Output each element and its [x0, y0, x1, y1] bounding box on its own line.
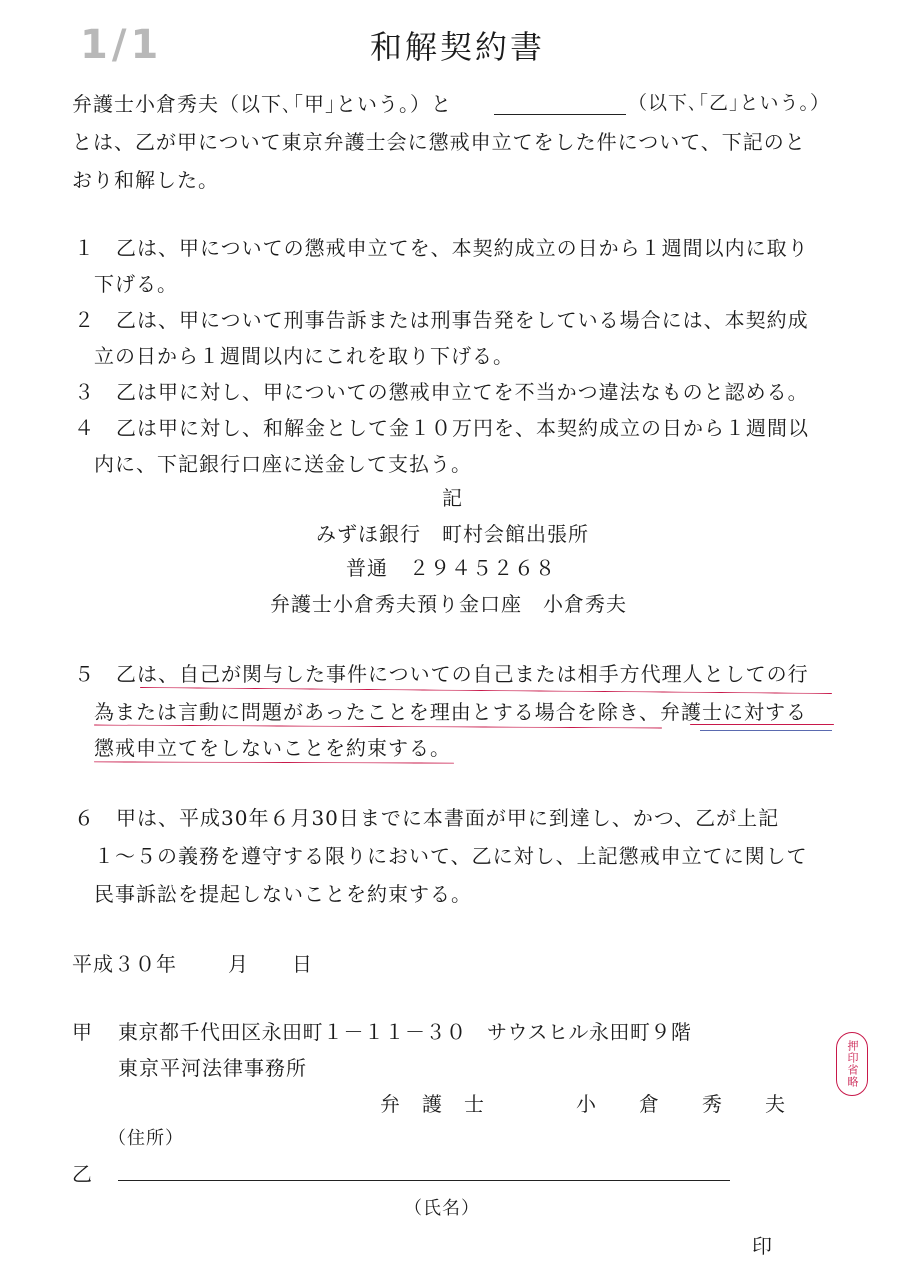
intro-line-3: おり和解した。 — [72, 168, 219, 192]
page-number: 1/1 — [80, 22, 163, 68]
blue-underline — [700, 730, 832, 731]
item-5-line-3: 懲戒申立てをしないことを約束する。 — [94, 736, 451, 760]
party-a-address: 東京都千代田区永田町１－１１－３０ サウスヒル永田町９階 — [118, 1020, 692, 1044]
item-1-number: １ — [74, 236, 95, 260]
intro-line-1a: 弁護士小倉秀夫（以下､｢甲｣という。）と — [72, 92, 452, 116]
item-1-line-2: 下げる。 — [94, 272, 178, 296]
party-a-office: 東京平河法律事務所 — [118, 1056, 307, 1080]
date-year: 平成３０年 — [72, 952, 177, 976]
item-5-number: ５ — [74, 662, 95, 686]
party-b-name-blank — [494, 114, 626, 115]
item-3-number: ３ — [74, 380, 95, 404]
item-2-line-1: 乙は、甲について刑事告訴または刑事告発をしている場合には、本契約成 — [116, 308, 809, 332]
item-1-line-1: 乙は、甲についての懲戒申立てを、本契約成立の日から１週間以内に取り — [116, 236, 809, 260]
item-6-line-1: 甲は、平成30年６月30日までに本書面が甲に到達し、かつ、乙が上記 — [116, 806, 780, 830]
intro-line-2: とは、乙が甲について東京弁護士会に懲戒申立てをした件について、下記のと — [72, 130, 806, 154]
red-underline-2b — [690, 724, 834, 725]
account-holder: 弁護士小倉秀夫預り金口座 小倉秀夫 — [270, 592, 627, 616]
party-b-address-blank — [118, 1180, 730, 1181]
item-4-line-1: 乙は甲に対し、和解金として金１０万円を、本契約成立の日から１週間以 — [116, 416, 809, 440]
bank-name: みずほ銀行 町村会館出張所 — [316, 522, 589, 546]
account-number: 普通 ２９４５２６８ — [346, 556, 556, 580]
item-6-line-3: 民事訴訟を提起しないことを約束する。 — [94, 882, 472, 906]
document-title: 和解契約書 — [370, 28, 546, 66]
item-4-number: ４ — [74, 416, 95, 440]
item-6-line-2: １～５の義務を遵守する限りにおいて、乙に対し、上記懲戒申立てに関して — [94, 844, 808, 868]
item-2-number: ２ — [74, 308, 95, 332]
red-underline-1 — [140, 687, 832, 694]
item-3-line-1: 乙は甲に対し、甲についての懲戒申立てを不当かつ違法なものと認める。 — [116, 380, 809, 404]
item-4-line-2: 内に、下記銀行口座に送金して支払う。 — [94, 452, 472, 476]
item-5-line-2: 為または言動に問題があったことを理由とする場合を除き、弁護士に対する — [94, 700, 807, 724]
item-5-line-1: 乙は、自己が関与した事件についての自己または相手方代理人としての行 — [116, 662, 809, 686]
seal-stamp-omitted: 押印省略 — [836, 1032, 868, 1096]
party-a-title: 弁 護 士 — [380, 1092, 485, 1116]
ki-label: 記 — [442, 486, 463, 510]
red-underline-3 — [94, 761, 454, 763]
date-month: 月 — [228, 952, 249, 976]
party-a-label: 甲 — [72, 1020, 93, 1044]
party-a-name: 小 倉 秀 夫 — [576, 1092, 786, 1116]
party-b-label: 乙 — [72, 1162, 93, 1186]
date-day: 日 — [292, 952, 313, 976]
party-b-name-label: （氏名） — [404, 1198, 480, 1219]
item-2-line-2: 立の日から１週間以内にこれを取り下げる。 — [94, 344, 514, 368]
intro-line-1b: （以下､｢乙｣という。） — [628, 92, 831, 114]
party-b-seal-label: 印 — [752, 1234, 773, 1258]
party-b-address-label: （住所） — [108, 1128, 184, 1149]
red-underline-2a — [94, 725, 662, 729]
item-6-number: ６ — [74, 806, 95, 830]
